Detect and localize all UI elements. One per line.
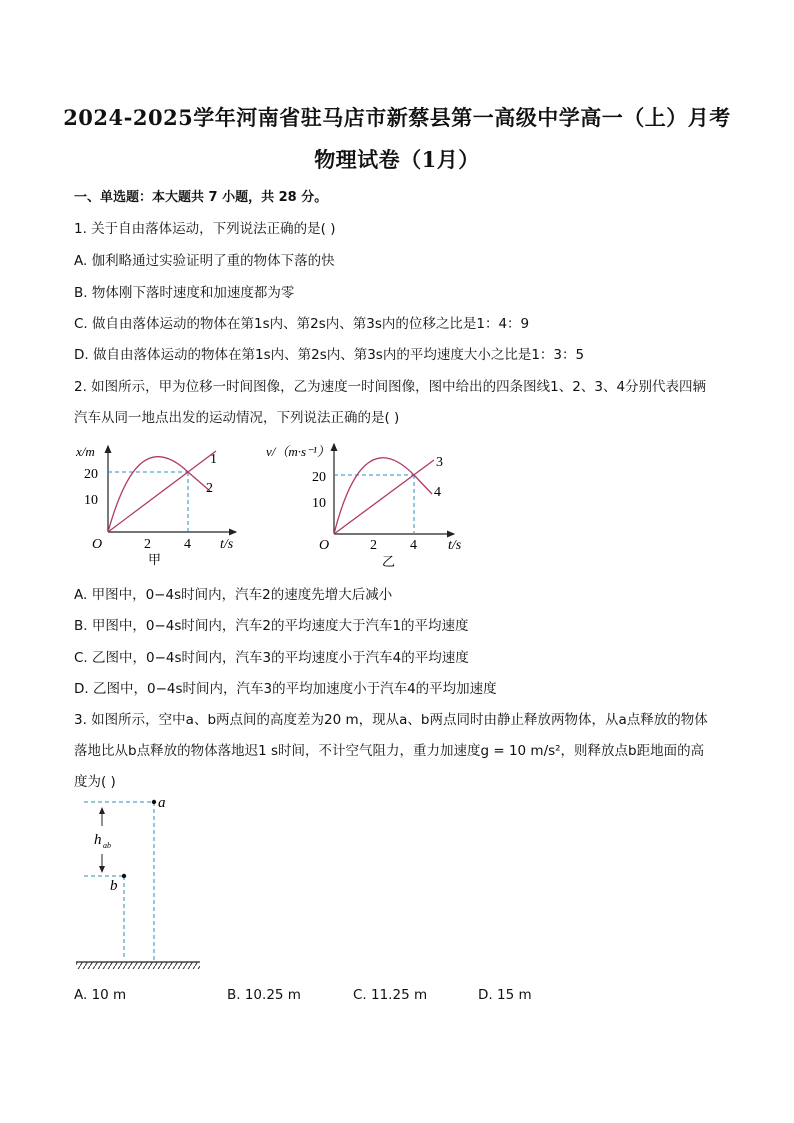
q3-stem-line1: 3. 如图所示，空中a、b两点间的高度差为20 m，现从a、b两点同时由静止释放两物体，从a点释放的物体: [74, 712, 708, 728]
curve-3: [334, 460, 434, 534]
q2-option-a: A. 甲图中，0−4s时间内，汽车2的速度先增大后减小: [74, 587, 393, 603]
q1-stem: 1. 关于自由落体运动，下列说法正确的是( ): [74, 221, 336, 237]
exam-title-line2: 物理试卷（1月）: [314, 147, 480, 172]
curve-label-2: 2: [206, 481, 213, 496]
label-b: b: [110, 878, 118, 894]
label-h-sub: ab: [103, 841, 111, 850]
point-a: [152, 800, 156, 804]
graph-xt: [70, 436, 250, 572]
origin-label: O: [92, 537, 103, 552]
label-h: h: [94, 832, 102, 848]
curve-label-4: 4: [434, 485, 441, 500]
q2-stem-line2: 汽车从同一地点出发的运动情况，下列说法正确的是( ): [74, 410, 400, 426]
x-tick-4: 4: [184, 537, 191, 552]
y-tick-20: 20: [84, 467, 98, 482]
x-axis-label: t/s: [220, 537, 234, 552]
curve-label-3: 3: [436, 455, 443, 470]
q2-option-c: C. 乙图中，0−4s时间内，汽车3的平均速度小于汽车4的平均速度: [74, 650, 469, 666]
drop-figure: [70, 790, 210, 972]
q1-option-a: A. 伽利略通过实验证明了重的物体下落的快: [74, 253, 335, 269]
y-tick-10: 10: [312, 496, 326, 511]
point-b: [122, 874, 126, 878]
x-tick-2: 2: [144, 537, 151, 552]
label-a: a: [158, 795, 166, 811]
y-tick-20: 20: [312, 470, 326, 485]
q3-option-d: D. 15 m: [478, 987, 532, 1003]
y-axis-label: v/（m·s⁻¹）: [266, 444, 330, 459]
q1-option-d: D. 做自由落体运动的物体在第1s内、第2s内、第3s内的平均速度大小之比是1：3：5: [74, 347, 585, 363]
q3-stem-line3: 度为( ): [74, 774, 116, 790]
y-axis-label: x/m: [76, 444, 95, 459]
q2-option-b: B. 甲图中，0−4s时间内，汽车2的平均速度大于汽车1的平均速度: [74, 618, 469, 634]
graph-caption: 乙: [382, 554, 396, 569]
q3-stem-line2: 落地比从b点释放的物体落地迟1 s时间，不计空气阻力，重力加速度g = 10 m/s²，则释放点b距地面的高: [74, 743, 705, 759]
x-axis-label: t/s: [448, 538, 462, 553]
curve-1: [108, 451, 216, 532]
origin-label: O: [319, 538, 330, 553]
q2-stem-line1: 2. 如图所示，甲为位移一时间图像，乙为速度一时间图像，图中给出的四条图线1、2、3、4分别代表四辆: [74, 379, 707, 395]
graph-caption: 甲: [148, 552, 162, 567]
exam-title-line1: 2024-2025学年河南省驻马店市新蔡县第一高级中学高一（上）月考: [63, 105, 731, 130]
section-header: 一、单选题：本大题共 7 小题，共 28 分。: [74, 190, 328, 205]
q3-option-a: A. 10 m: [74, 987, 127, 1003]
x-tick-2: 2: [370, 538, 377, 553]
q2-option-d: D. 乙图中，0−4s时间内，汽车3的平均加速度小于汽车4的平均加速度: [74, 681, 497, 697]
y-tick-10: 10: [84, 493, 98, 508]
graph-vt: [262, 436, 472, 572]
q1-option-c: C. 做自由落体运动的物体在第1s内、第2s内、第3s内的位移之比是1：4：9: [74, 316, 530, 332]
curve-label-1: 1: [210, 452, 217, 467]
x-tick-4: 4: [410, 538, 417, 553]
q3-option-c: C. 11.25 m: [353, 987, 428, 1003]
q1-option-b: B. 物体刚下落时速度和加速度都为零: [74, 285, 295, 301]
ground-hatch: [76, 962, 200, 969]
q3-option-b: B. 10.25 m: [227, 987, 301, 1003]
